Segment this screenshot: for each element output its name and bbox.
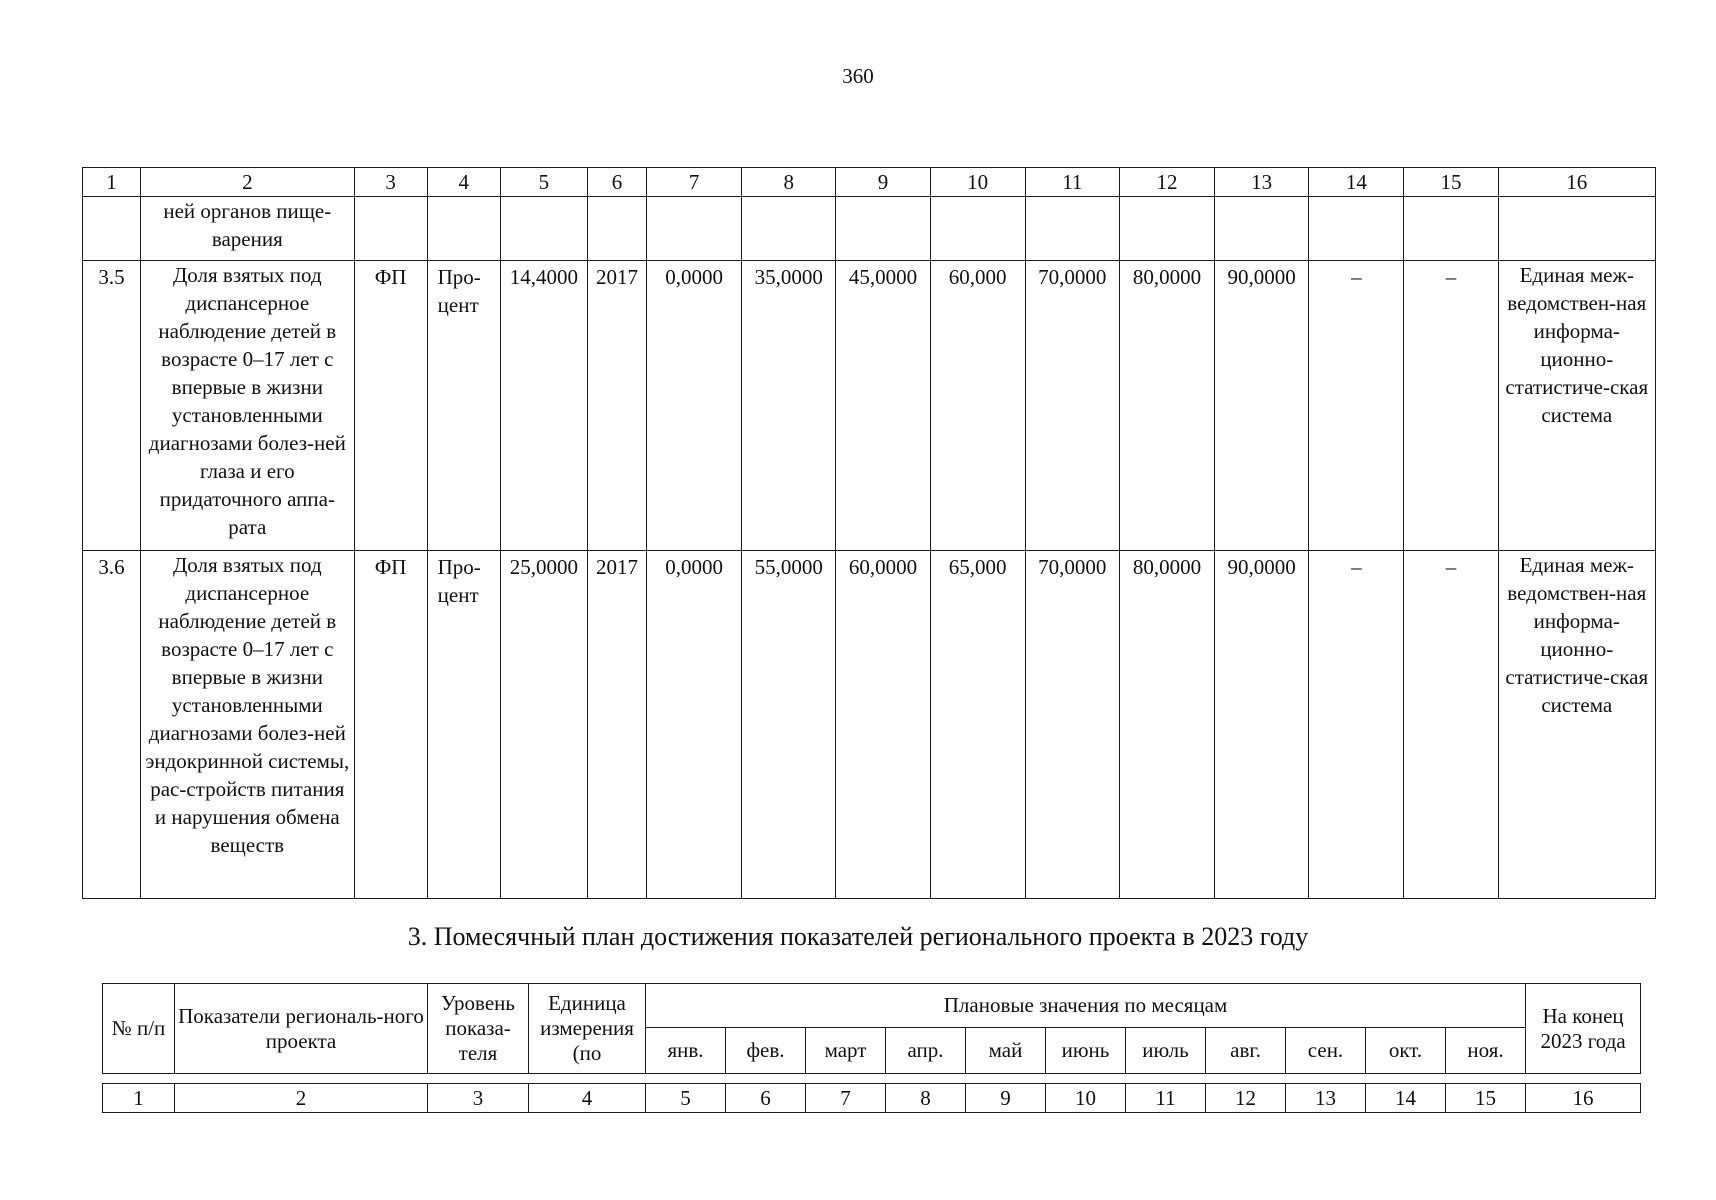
continuation-row bbox=[83, 197, 1656, 261]
base-year: 2017 bbox=[587, 261, 646, 551]
column-number: 13 bbox=[1286, 1084, 1366, 1113]
column-number: 11 bbox=[1126, 1084, 1206, 1113]
column-number: 4 bbox=[427, 168, 500, 197]
unit-of-measure: Про- цент bbox=[427, 261, 500, 551]
column-number: 1 bbox=[83, 168, 141, 197]
column-number: 10 bbox=[1046, 1084, 1126, 1113]
column-number: 7 bbox=[647, 168, 742, 197]
value-cell: 90,0000 bbox=[1215, 261, 1309, 551]
column-number: 16 bbox=[1526, 1084, 1641, 1113]
unit-of-measure: Про- цент bbox=[427, 551, 500, 899]
column-number: 5 bbox=[500, 168, 587, 197]
column-number: 2 bbox=[175, 1084, 428, 1113]
table-row bbox=[83, 551, 1656, 899]
indicator-name: Доля взятых под диспансерное наблюдение детей в возрасте 0–17 лет с впервые в жизни установленными диагнозами болез-ней глаза и его придаточного аппа-рата bbox=[141, 261, 354, 551]
table-row bbox=[83, 261, 1656, 551]
base-value: 14,4000 bbox=[500, 261, 587, 551]
column-number: 7 bbox=[806, 1084, 886, 1113]
column-number: 3 bbox=[428, 1084, 529, 1113]
value-cell: 70,0000 bbox=[1025, 261, 1119, 551]
column-number: 5 bbox=[646, 1084, 726, 1113]
column-number: 2 bbox=[141, 168, 354, 197]
value-cell: – bbox=[1404, 551, 1498, 899]
column-number: 1 bbox=[103, 1084, 175, 1113]
column-number: 4 bbox=[529, 1084, 646, 1113]
header-indicator: Показатели региональ-ного проекта bbox=[175, 984, 428, 1074]
value-cell: 35,0000 bbox=[742, 261, 836, 551]
header-plan-by-month: Плановые значения по месяцам bbox=[646, 984, 1526, 1028]
month-header: янв. bbox=[646, 1028, 726, 1074]
column-number: 11 bbox=[1025, 168, 1119, 197]
column-number: 15 bbox=[1446, 1084, 1526, 1113]
column-number: 9 bbox=[836, 168, 930, 197]
month-header: апр. bbox=[886, 1028, 966, 1074]
column-number: 13 bbox=[1215, 168, 1309, 197]
value-cell: 0,0000 bbox=[647, 551, 742, 899]
indicator-name: Доля взятых под диспансерное наблюдение детей в возрасте 0–17 лет с впервые в жизни установленными диагнозами болез-ней эндокринной системы, рас-стройств питания и нарушения обмена веществ bbox=[141, 551, 354, 899]
header-number: № п/п bbox=[103, 984, 175, 1074]
value-cell: 45,0000 bbox=[836, 261, 930, 551]
column-number: 6 bbox=[587, 168, 646, 197]
month-header: окт. bbox=[1366, 1028, 1446, 1074]
indicator-level: ФП bbox=[354, 261, 427, 551]
column-number: 8 bbox=[886, 1084, 966, 1113]
column-number: 3 bbox=[354, 168, 427, 197]
value-cell: 65,000 bbox=[930, 551, 1025, 899]
column-number: 9 bbox=[966, 1084, 1046, 1113]
value-cell: 80,0000 bbox=[1119, 261, 1214, 551]
value-cell: 0,0000 bbox=[647, 261, 742, 551]
header-level: Уровень показа-теля bbox=[428, 984, 529, 1074]
value-cell: 60,000 bbox=[930, 261, 1025, 551]
column-number: 10 bbox=[930, 168, 1025, 197]
month-header: май bbox=[966, 1028, 1046, 1074]
data-source: Единая меж-ведомствен-ная информа-ционно-статистиче-ская система bbox=[1498, 261, 1655, 551]
data-source: Единая меж-ведомствен-ная информа-ционно-статистиче-ская система bbox=[1498, 551, 1655, 899]
indicators-table bbox=[82, 167, 1656, 899]
value-cell: – bbox=[1309, 551, 1404, 899]
row-number: 3.6 bbox=[83, 551, 141, 899]
month-header: июль bbox=[1126, 1028, 1206, 1074]
month-header: ноя. bbox=[1446, 1028, 1526, 1074]
month-header: март bbox=[806, 1028, 886, 1074]
row-number: 3.5 bbox=[83, 261, 141, 551]
base-year: 2017 bbox=[587, 551, 646, 899]
monthly-plan-header-table bbox=[102, 983, 1641, 1074]
column-number-row bbox=[83, 168, 1656, 197]
monthly-plan-column-numbers bbox=[102, 1083, 1641, 1113]
month-header: авг. bbox=[1206, 1028, 1286, 1074]
month-header: сен. bbox=[1286, 1028, 1366, 1074]
value-cell: 60,0000 bbox=[836, 551, 930, 899]
column-number: 16 bbox=[1498, 168, 1655, 197]
base-value: 25,0000 bbox=[500, 551, 587, 899]
header-end-of-year: На конец 2023 года bbox=[1526, 984, 1641, 1074]
value-cell: 55,0000 bbox=[742, 551, 836, 899]
indicator-level: ФП bbox=[354, 551, 427, 899]
column-number: 12 bbox=[1206, 1084, 1286, 1113]
value-cell: – bbox=[1404, 261, 1498, 551]
header-unit: Единица измерения (по bbox=[529, 984, 646, 1074]
value-cell: 80,0000 bbox=[1119, 551, 1214, 899]
column-number: 6 bbox=[726, 1084, 806, 1113]
column-number: 12 bbox=[1119, 168, 1214, 197]
month-header: июнь bbox=[1046, 1028, 1126, 1074]
column-number: 15 bbox=[1404, 168, 1498, 197]
column-number: 14 bbox=[1309, 168, 1404, 197]
month-header: фев. bbox=[726, 1028, 806, 1074]
page-number: 360 bbox=[842, 64, 874, 88]
indicator-name-continued: ней органов пище- варения bbox=[141, 197, 354, 261]
column-number: 8 bbox=[742, 168, 836, 197]
section-title: 3. Помесячный план достижения показателей регионального проекта в 2023 году bbox=[407, 922, 1309, 951]
column-number: 14 bbox=[1366, 1084, 1446, 1113]
value-cell: – bbox=[1309, 261, 1404, 551]
value-cell: 70,0000 bbox=[1025, 551, 1119, 899]
value-cell: 90,0000 bbox=[1215, 551, 1309, 899]
